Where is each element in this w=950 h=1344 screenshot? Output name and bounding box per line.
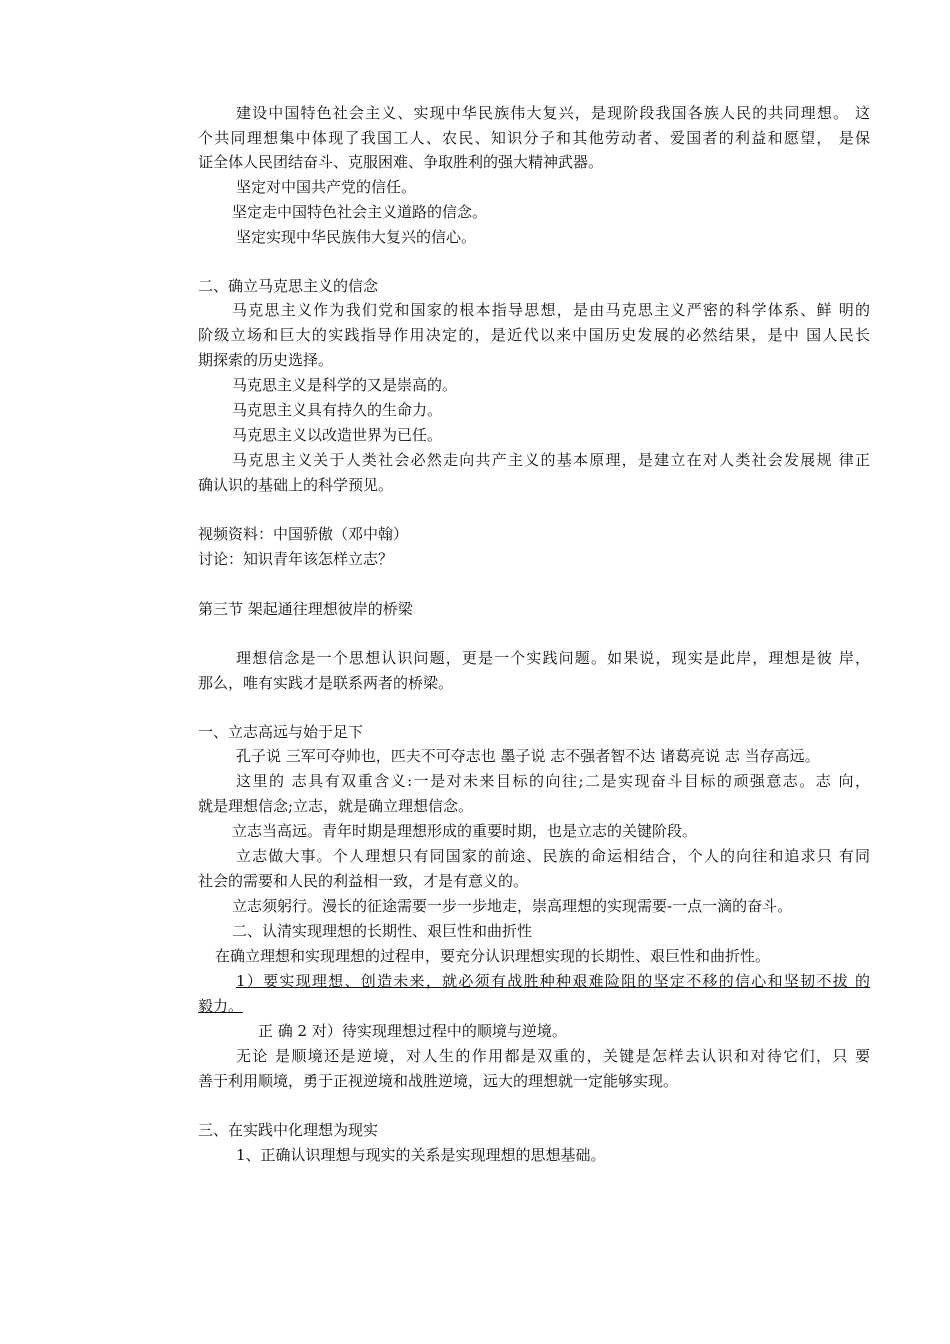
- paragraph-line: 在确立理想和实现理想的过程申，要充分认识理想实现的长期性、艰巨性和曲折性。: [215, 947, 771, 965]
- paragraph-line: 期探索的历史选择。: [198, 351, 334, 369]
- paragraph-line: 这里的 志具有双重含义:一是对未来目标的向往;二是实现奋斗目标的顽强意志。志 向，: [236, 772, 870, 790]
- paragraph-line: 确认识的基础上的科学预见。: [198, 476, 394, 494]
- marxism-point: 马克思主义是科学的又是崇高的。: [232, 376, 458, 394]
- paragraph-line: 1、正确认识理想与现实的关系是实现理想的思想基础。: [236, 1146, 606, 1164]
- paragraph-line: 就是理想信念;立志，就是确立理想信念。: [198, 797, 474, 815]
- paragraph-line: 立志做大事。个人理想只有同国家的前途、民族的命运相结合，个人的向往和追求只 有同: [236, 847, 870, 865]
- subsection-heading: 三、在实践中化理想为现实: [198, 1121, 379, 1139]
- section-title: 第三节 架起通往理想彼岸的桥梁: [198, 600, 413, 618]
- belief-item: 坚定走中国特色社会主义道路的信念。: [232, 203, 488, 221]
- intro-paragraph-line: 证全体人民团结奋斗、克服困难、争取胜利的强大精神武器。: [198, 153, 604, 171]
- paragraph-line: 马克思主义作为我们党和国家的根本指导思想，是由马克思主义严密的科学体系、鲜 明的: [232, 301, 870, 319]
- paragraph-line: 正 确 2 对）待实现理想过程中的顺境与逆境。: [258, 1022, 567, 1040]
- belief-item: 坚定实现中华民族伟大复兴的信心。: [236, 228, 477, 246]
- marxism-point: 马克思主义具有持久的生命力。: [232, 401, 443, 419]
- paragraph-line: 阶级立场和巨大的实践指导作用决定的，是近代以来中国历史发展的必然结果，是中 国人民长: [198, 326, 870, 344]
- paragraph-line: 马克思主义关于人类社会必然走向共产主义的基本原理，是建立在对人类社会发展规 律正: [232, 451, 870, 469]
- video-reference: 视频资料：中国骄傲（邓中翰）: [198, 525, 409, 543]
- section-heading: 二、确立马克思主义的信念: [198, 277, 379, 295]
- paragraph-line: 社会的需要和人民的利益相一致，才是有意义的。: [198, 872, 529, 890]
- paragraph-line: 立志当高远。青年时期是理想形成的重要时期，也是立志的关键阶段。: [232, 822, 698, 840]
- paragraph-line: 理想信念是一个思想认识问题，更是一个实践问题。如果说，现实是此岸，理想是彼 岸，: [236, 649, 870, 667]
- subsection-heading: 一、立志高远与始于足下: [198, 723, 364, 741]
- underlined-item-line: 毅力。: [198, 997, 244, 1015]
- paragraph-line: 无论 是顺境还是逆境，对人生的作用都是双重的，关键是怎样去认识和对待它们，只 要: [236, 1047, 870, 1065]
- intro-paragraph-line: 个共同理想集中体现了我国工人、农民、知识分子和其他劳动者、爱国者的利益和愿望， 是保: [198, 129, 870, 147]
- subsection-heading: 二、认清实现理想的长期性、艰巨性和曲折性: [232, 922, 533, 940]
- paragraph-line: 立志须躬行。漫长的征途需要一步一步地走，崇高理想的实现需要-一点一滴的奋斗。: [232, 897, 793, 915]
- discussion-question: 讨论：知识青年该怎样立志？: [198, 550, 394, 568]
- quote-line: 孔子说 三军可夺帅也，匹夫不可夺志也 墨子说 志不强者智不达 诸葛亮说 志 当存高远。: [236, 747, 820, 765]
- marxism-point: 马克思主义以改造世界为已任。: [232, 426, 443, 444]
- intro-paragraph-line: 建设中国特色社会主义、实现中华民族伟大复兴，是现阶段我国各族人民的共同理想。 这: [236, 104, 870, 122]
- paragraph-line: 那么，唯有实践才是联系两者的桥梁。: [198, 674, 454, 692]
- belief-item: 坚定对中国共产党的信任。: [236, 178, 417, 196]
- underlined-item-line: 1）要实现理想、创造未来，就必须有战胜种种艰难险阻的坚定不移的信心和坚韧不拔 的: [236, 972, 870, 990]
- paragraph-line: 善于利用顺境，勇于正视逆境和战胜逆境，远大的理想就一定能够实现。: [198, 1072, 679, 1090]
